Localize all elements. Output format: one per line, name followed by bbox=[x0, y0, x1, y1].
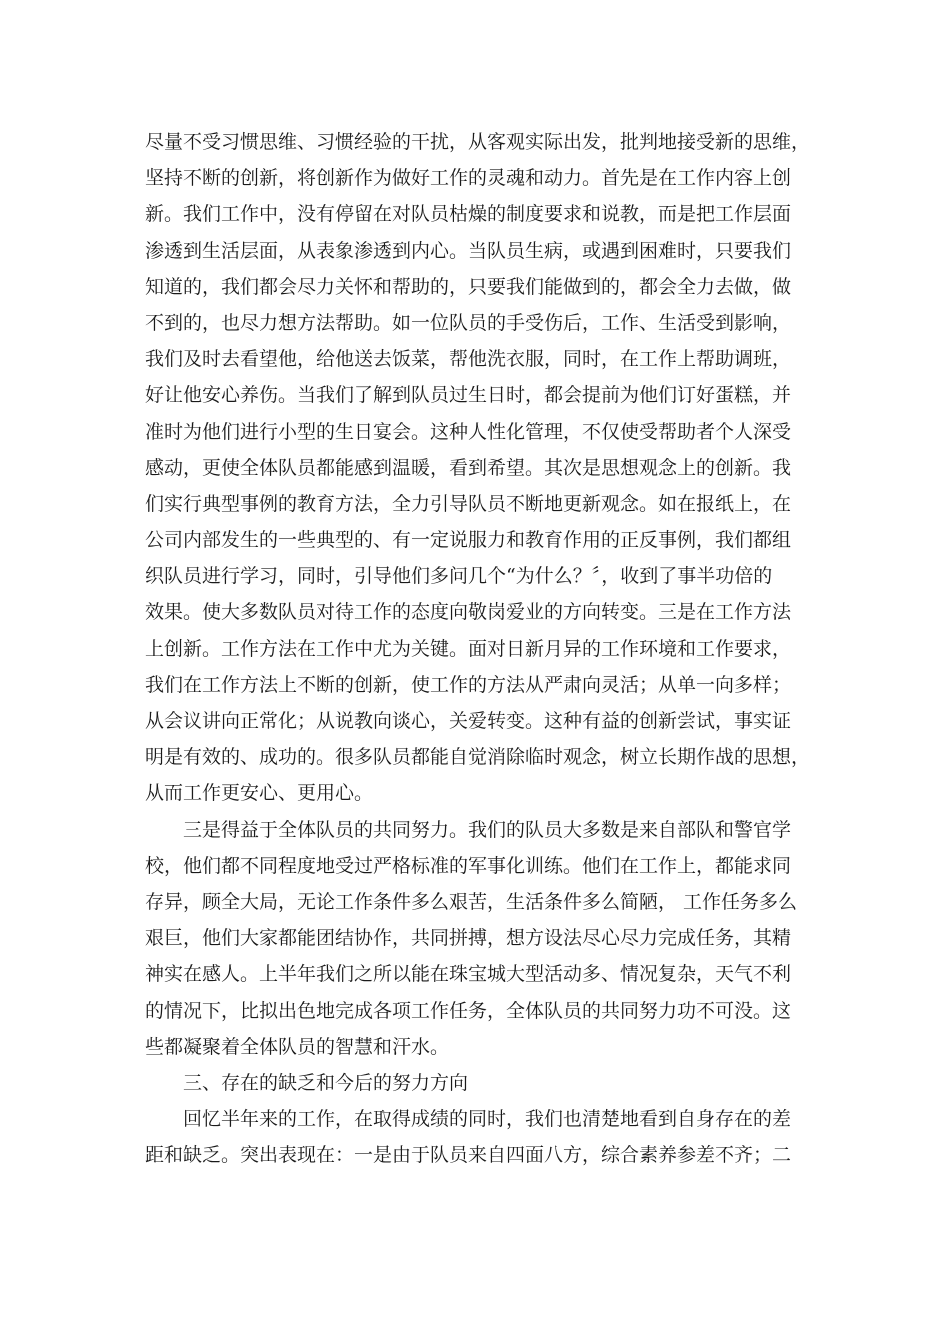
text-line: 好让他安心养伤。当我们了解到队员过生日时，都会提前为他们订好蛋糕，并 bbox=[145, 384, 792, 407]
text-line: 新。我们工作中，没有停留在对队员枯燥的制度要求和说教，而是把工作层面 bbox=[145, 203, 792, 226]
text-line: 的情况下，比拟出色地完成各项工作任务，全体队员的共同努力功不可没。这 bbox=[145, 999, 792, 1022]
text-line: 三、存在的缺乏和今后的努力方向 bbox=[145, 1071, 469, 1094]
text-line: 尽量不受习惯思维、习惯经验的干扰，从客观实际出发，批判地接受新的思维， bbox=[145, 131, 811, 153]
text-line: 艰巨，他们大家都能团结协作，共同拼搏，想方设法尽心尽力完成任务，其精 bbox=[145, 927, 792, 950]
text-line: 织队员进行学习，同时，引导他们多问几个“为什么？〞，收到了事半功倍的 bbox=[145, 565, 773, 588]
text-line: 神实在感人。上半年我们之所以能在珠宝城大型活动多、情况复杂，天气不利 bbox=[145, 963, 792, 986]
text-line: 效果。使大多数队员对待工作的态度向敬岗爱业的方向转变。三是在工作方法 bbox=[145, 601, 792, 624]
text-line: 校，他们都不同程度地受过严格标准的军事化训练。他们在工作上，都能求同 bbox=[145, 854, 792, 877]
text-line: 明是有效的、成功的。很多队员都能自觉消除临时观念，树立长期作战的思想， bbox=[145, 746, 811, 769]
text-line: 不到的，也尽力想方法帮助。如一位队员的手受伤后，工作、生活受到影响， bbox=[145, 311, 792, 334]
text-line: 公司内部发生的一些典型的、有一定说服力和教育作用的正反事例，我们都组 bbox=[145, 529, 792, 552]
text-line: 知道的，我们都会尽力关怀和帮助的，只要我们能做到的，都会全力去做，做 bbox=[145, 275, 792, 298]
text-line: 们实行典型事例的教育方法，全力引导队员不断地更新观念。如在报纸上，在 bbox=[145, 492, 792, 515]
text-line: 回忆半年来的工作，在取得成绩的同时，我们也清楚地看到自身存在的差 bbox=[145, 1108, 792, 1131]
text-line: 距和缺乏。突出表现在：一是由于队员来自四面八方，综合素养参差不齐；二 bbox=[145, 1144, 792, 1167]
text-line: 存异，顾全大局，无论工作条件多么艰苦，生活条件多么简陋， 工作任务多么 bbox=[145, 890, 798, 913]
text-line: 些都凝聚着全体队员的智慧和汗水。 bbox=[145, 1035, 450, 1058]
text-line: 准时为他们进行小型的生日宴会。这种人性化管理，不仅使受帮助者个人深受 bbox=[145, 420, 792, 443]
text-line: 上创新。工作方法在工作中尤为关键。面对日新月异的工作环境和工作要求， bbox=[145, 637, 792, 660]
text-line: 我们在工作方法上不断的创新，使工作的方法从严肃向灵活；从单一向多样； bbox=[145, 673, 792, 696]
text-line: 三是得益于全体队员的共同努力。我们的队员大多数是来自部队和警官学 bbox=[145, 818, 792, 841]
text-line: 感动，更使全体队员都能感到温暖，看到希望。其次是思想观念上的创新。我 bbox=[145, 456, 792, 479]
text-line: 我们及时去看望他，给他送去饭菜，帮他洗衣服，同时，在工作上帮助调班， bbox=[145, 348, 792, 371]
body-text bbox=[145, 124, 810, 1173]
text-line: 从而工作更安心、更用心。 bbox=[145, 782, 374, 805]
text-line: 渗透到生活层面，从表象渗透到内心。当队员生病，或遇到困难时，只要我们 bbox=[145, 239, 792, 262]
text-line: 从会议讲向正常化；从说教向谈心，关爱转变。这种有益的创新尝试，事实证 bbox=[145, 710, 792, 732]
text-line: 坚持不断的创新，将创新作为做好工作的灵魂和动力。首先是在工作内容上创 bbox=[145, 167, 792, 190]
